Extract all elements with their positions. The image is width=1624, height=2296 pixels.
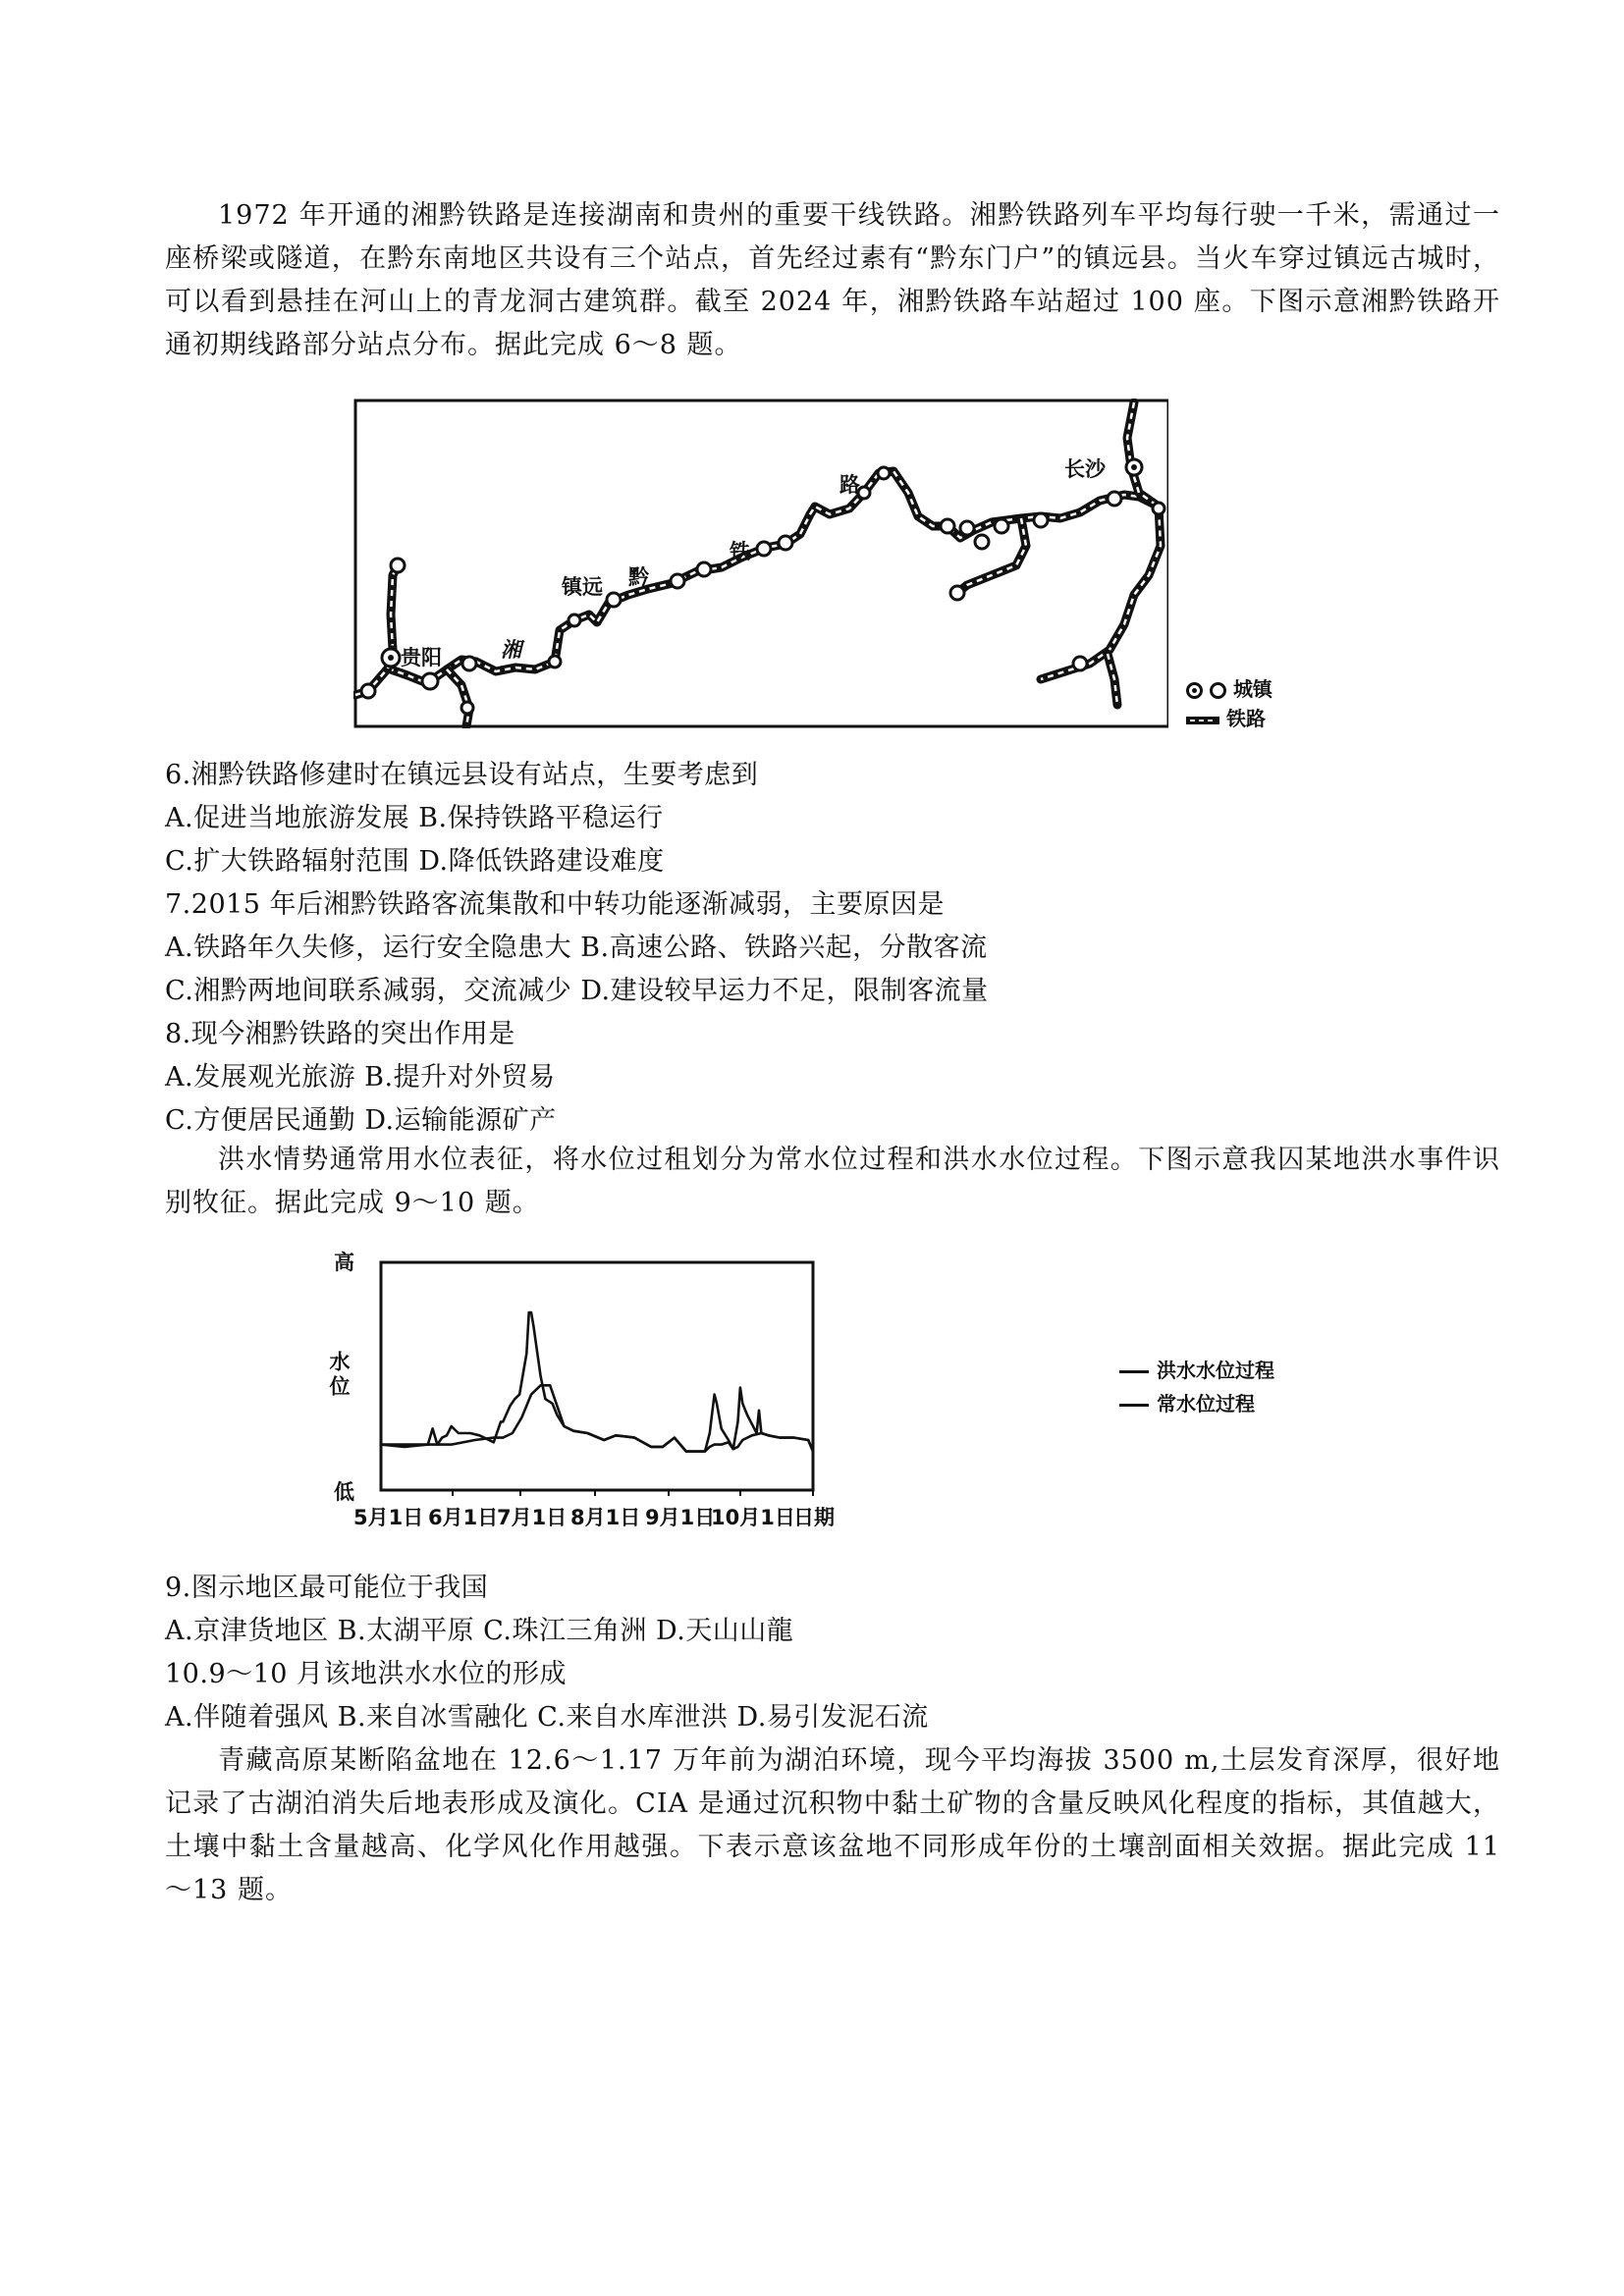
question-6-options-row1: A.促进当地旅游发展 B.保持铁路平稳运行 <box>165 803 664 833</box>
legend-town-label: 城镇 <box>1232 677 1272 701</box>
label-tie: 铁 <box>730 540 750 563</box>
question-8-stem: 8.现今湘黔铁路的突出作用是 <box>165 1019 515 1049</box>
map-legend-town <box>1186 673 1272 702</box>
y-axis-title: 水位 <box>327 1351 351 1400</box>
x-tick-september: 9月1日 <box>645 1506 716 1529</box>
chart-legend-flood <box>1119 1355 1274 1383</box>
y-axis-low-label: 低 <box>334 1480 354 1504</box>
label-lu: 路 <box>839 473 860 497</box>
label-xiang: 湘 <box>501 638 521 662</box>
railway-map-figure <box>353 399 1168 728</box>
x-axis-title: 日期 <box>793 1506 835 1529</box>
label-zhenyuan: 镇远 <box>562 575 603 599</box>
question-8-options-row1: A.发展观光旅游 B.提升对外贸易 <box>165 1062 556 1093</box>
flood-water-level-line <box>381 1312 813 1452</box>
label-qian: 黔 <box>628 565 649 589</box>
normal-line-swatch-icon <box>1119 1404 1149 1407</box>
legend-flood-label: 洪水水位过程 <box>1157 1359 1274 1382</box>
x-tick-may: 5月1日 <box>353 1506 424 1529</box>
legend-railway-label: 铁路 <box>1225 707 1266 730</box>
question-7-options-row1: A.铁路年久失修，运行安全隐患大 B.高速公路、铁路兴起，分散客流 <box>165 933 988 963</box>
water-level-chart <box>324 1245 1129 1551</box>
town-symbol-open-icon <box>1210 682 1226 699</box>
label-guiyang: 贵阳 <box>401 646 442 669</box>
railway-map <box>353 399 1168 728</box>
flood-line-swatch-icon <box>1119 1370 1149 1373</box>
question-8-options-row2: C.方便居民通勤 D.运输能源矿产 <box>165 1105 557 1136</box>
town-symbol-icon <box>1186 682 1203 699</box>
x-tick-june: 6月1日 <box>428 1506 499 1529</box>
legend-normal-label: 常水位过程 <box>1157 1392 1255 1415</box>
question-10-options: A.伴随着强风 B.来自冰雪融化 C.来自水库泄洪 D.易引发泥石流 <box>165 1702 929 1733</box>
question-9-stem: 9.图示地区最可能位于我国 <box>165 1573 489 1603</box>
question-7-stem: 7.2015 年后湘黔铁路客流集散和中转功能逐渐减弱，主要原因是 <box>165 889 946 920</box>
x-tick-august: 8月1日 <box>570 1506 641 1529</box>
intro-paragraph-plateau: 青藏高原某断陷盆地在 12.6～1.17 万年前为湖泊环境，现今平均海拔 3500 m,土层发育深厚，很好地记录了古湖泊消失后地表形成及演化。CIA 是通过沉积物中黏土矿物的含量反映风化程度的指标，其值越大，土壤中黏土含量越高、化学风化作用越强。下表示意该盆地不同形成年份的土壤剖面相关效据。据此完成 11～13 题。 <box>165 1745 1500 1905</box>
intro-paragraph-flood: 洪水情势通常用水位表征，将水位过租划分为常水位过程和洪水水位过程。下图示意我囚某地洪水事件识别牧征。据此完成 9～10 题。 <box>165 1145 1500 1218</box>
intro-paragraph-railway: 1972 年开通的湘黔铁路是连接湖南和贵州的重要干线铁路。湘黔铁路列车平均每行驶一千米，需通过一座桥梁或隧道，在黔东南地区共设有三个站点，首先经过素有“黔东门户”的镇远县。当火车穿过镇远古城时，可以看到悬挂在河山上的青龙洞古建筑群。截至 2024 年，湘黔铁路车站超过 100 座。下图示意湘黔铁路开通初期线路部分站点分布。据此完成 6～8 题。 <box>165 200 1500 360</box>
chart-legend-normal <box>1119 1388 1255 1416</box>
x-tick-october: 10月1日 <box>711 1506 795 1529</box>
map-legend-railway <box>1186 703 1266 731</box>
question-9-options: A.京津货地区 B.太湖平原 C.珠江三角洲 D.天山山龍 <box>165 1616 794 1646</box>
question-6-stem: 6.湘黔铁路修建时在镇远县设有站点，生要考虑到 <box>165 760 759 790</box>
x-tick-july: 7月1日 <box>497 1506 568 1529</box>
railway-symbol-icon <box>1186 717 1219 724</box>
label-changsha: 长沙 <box>1064 457 1106 481</box>
question-7-options-row2: C.湘黔两地间联系减弱，交流减少 D.建设较早运力不足，限制客流量 <box>165 976 989 1006</box>
y-axis-high-label: 高 <box>334 1251 354 1274</box>
question-10-stem: 10.9～10 月该地洪水水位的形成 <box>165 1659 568 1689</box>
question-6-options-row2: C.扩大铁路辐射范围 D.降低铁路建设难度 <box>165 846 665 877</box>
